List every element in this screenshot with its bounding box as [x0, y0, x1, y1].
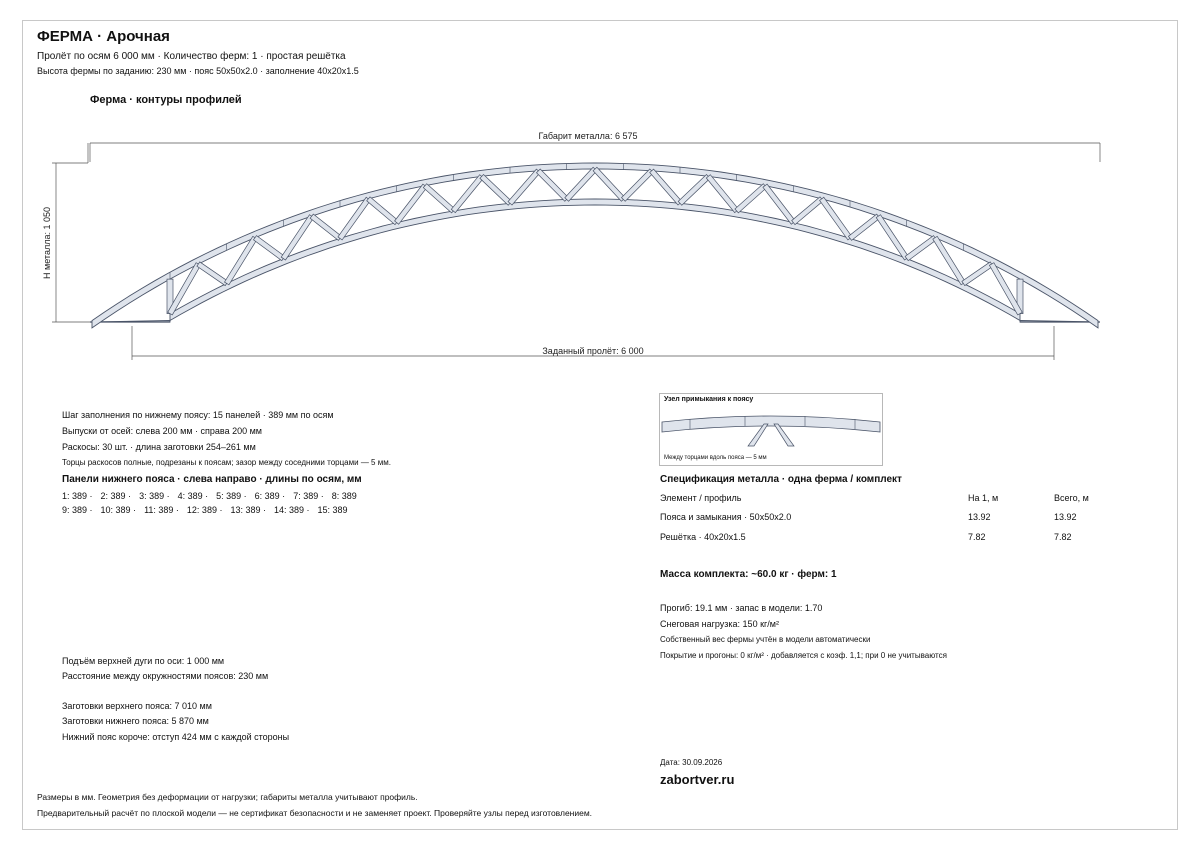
fill-info-1: Шаг заполнения по нижнему поясу: 15 панелей · 389 мм по осям: [62, 410, 334, 420]
load-line-3: Собственный вес фермы учтён в модели автоматически: [660, 635, 871, 644]
panel-length: 12: 389 ·: [186, 505, 223, 515]
web-diagonal: [650, 169, 682, 205]
panel-length: 10: 389 ·: [100, 505, 137, 515]
footer-site: zabortver.ru: [660, 772, 735, 787]
web-diagonal: [905, 236, 936, 261]
panel-length: 1: 389 ·: [62, 491, 93, 501]
dim-height-label: H металла: 1 050: [42, 207, 52, 279]
web-diagonal: [480, 175, 512, 206]
drawing-title: Ферма · контуры профилей: [90, 94, 242, 106]
load-line-4: Покрытие и прогоны: 0 кг/м² · добавляется с коэф. 1,1; при 0 не учитываются: [660, 651, 947, 660]
spec-header-total: Всего, м: [1054, 493, 1089, 503]
footer-date: Дата: 30.09.2026: [660, 758, 723, 767]
geometry-line-3: Заготовки верхнего пояса: 7 010 мм: [62, 701, 212, 711]
spec-row-chords-per-one: 13.92: [968, 512, 991, 522]
web-diagonal: [197, 262, 228, 286]
page-title: ФЕРМА · Арочная: [37, 28, 170, 45]
node-detail-caption: Между торцами вдоль пояса — 5 мм: [664, 455, 767, 461]
load-line-1: Прогиб: 19.1 мм · запас в модели: 1.70: [660, 603, 823, 613]
panel-length: 14: 389 ·: [273, 505, 310, 515]
panel-length: 5: 389 ·: [216, 491, 247, 501]
spec-header-element: Элемент / профиль: [660, 493, 742, 503]
spec-row-web-per-one: 7.82: [968, 532, 986, 542]
geometry-line-5: Нижний пояс короче: отступ 424 мм с каждой стороны: [62, 732, 290, 742]
panel-length: 13: 389 ·: [230, 505, 266, 515]
truss-profiles: [90, 163, 1100, 328]
web-diagonal: [848, 214, 880, 240]
panel-length: 7: 389 ·: [293, 491, 324, 501]
panel-length: 6: 389 ·: [254, 491, 286, 501]
fill-info-3: Раскосы: 30 шт. · длина заготовки 254–261 мм: [62, 442, 256, 452]
spec-header-per-one: На 1, м: [968, 493, 999, 503]
panels-row-1: [62, 491, 365, 501]
footer-note-2: Предварительный расчёт по плоской модели — не сертификат безопасности и не заменяет проект. Проверяйте узлы перед изготовлением.: [37, 808, 593, 818]
web-diagonal: [792, 197, 824, 225]
spec-row-web-total: 7.82: [1054, 532, 1072, 542]
panels-row-2: [62, 505, 356, 515]
web-diagonal: [508, 169, 540, 205]
panel-length: 15: 389: [317, 505, 348, 515]
geometry-line-2: Расстояние между окружностями поясов: 230 мм: [62, 671, 269, 681]
web-diagonal: [735, 184, 767, 213]
footer-note-1: Размеры в мм. Геометрия без деформации от нагрузки; габариты металла учитывают профиль.: [37, 792, 418, 802]
panel-length: 4: 389 ·: [177, 491, 209, 501]
web-diagonal: [678, 175, 710, 206]
dim-span-label: Заданный пролёт: 6 000: [542, 346, 644, 356]
web-diagonal: [593, 167, 625, 201]
top-chord: [92, 163, 1098, 328]
dim-width-label: Габарит металла: 6 575: [538, 131, 638, 141]
spec-row-chords-name: Пояса и замыкания · 50x50x2.0: [660, 512, 792, 522]
web-diagonal: [962, 262, 993, 286]
fill-info-4: Торцы раскосов полные, подрезаны к поясам; зазор между соседними торцами — 5 мм.: [62, 458, 391, 467]
panels-title: Панели нижнего пояса · слева направо · длины по осям, мм: [62, 474, 362, 485]
truss-drawing: [0, 0, 1200, 380]
node-detail-inset: [659, 393, 883, 466]
geometry-line-1: Подъём верхней дуги по оси: 1 000 мм: [62, 656, 225, 666]
header-line-2: Высота фермы по заданию: 230 мм · пояс 50x50x2.0 · заполнение 40x20x1.5: [37, 66, 359, 76]
node-detail-drawing: [660, 406, 882, 452]
web-diagonal: [565, 167, 597, 201]
panel-length: 3: 389 ·: [139, 491, 170, 501]
fill-info-2: Выпуски от осей: слева 200 мм · справа 200 мм: [62, 426, 262, 436]
panel-length: 8: 389: [331, 491, 357, 501]
header-line-1: Пролёт по осям 6 000 мм · Количество ферм: 1 · простая решётка: [37, 51, 346, 62]
web-diagonal: [423, 184, 455, 213]
panel-length: 2: 389 ·: [100, 491, 132, 501]
panel-length: 11: 389 ·: [144, 505, 179, 515]
geometry-line-4: Заготовки нижнего пояса: 5 870 мм: [62, 716, 209, 726]
web-diagonal: [367, 197, 399, 225]
panel-length: 9: 389 ·: [62, 505, 93, 515]
load-line-2: Снеговая нагрузка: 150 кг/м²: [660, 619, 779, 629]
node-detail-title: Узел примыкания к поясу: [664, 396, 754, 403]
web-diagonal: [537, 169, 569, 201]
spec-row-web-name: Решётка · 40x20x1.5: [660, 532, 746, 542]
spec-title: Спецификация металла · одна ферма / комплект: [660, 474, 902, 485]
web-diagonal: [254, 236, 285, 261]
spec-mass: Масса комплекта: ~60.0 кг · ферм: 1: [660, 569, 837, 580]
spec-row-chords-total: 13.92: [1054, 512, 1077, 522]
web-diagonal: [310, 214, 342, 240]
web-diagonal: [622, 169, 654, 201]
